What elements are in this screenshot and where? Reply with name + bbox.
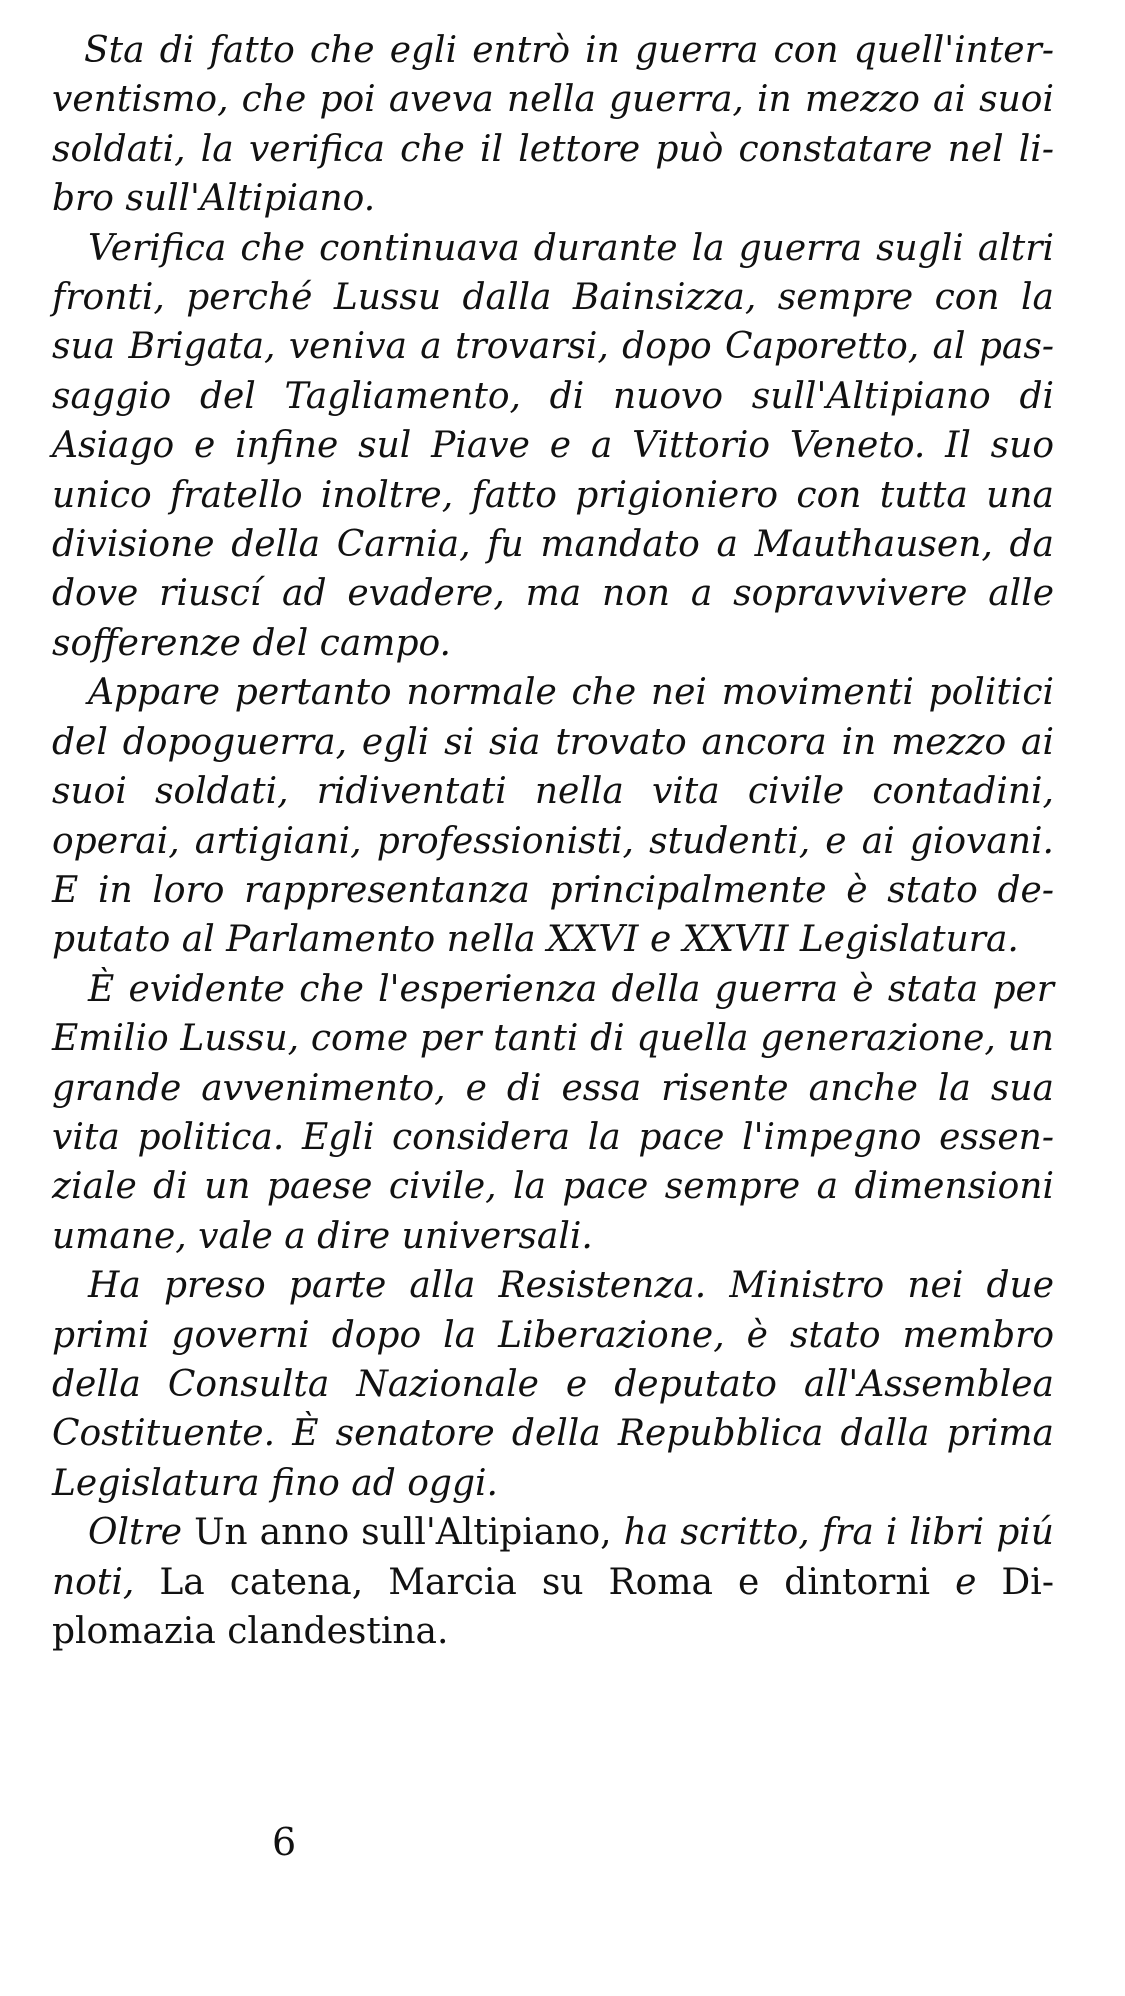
paragraph-6 [52, 1508, 1054, 1656]
paragraph-6-text-1: Oltre [88, 1512, 183, 1554]
page-number: 6 [272, 1820, 297, 1864]
paragraph-6-text-2: ha scritto, fra i libri piú noti, [52, 1512, 1054, 1603]
book-title-la-catena: La catena, Marcia su Roma e dintorni [159, 1561, 931, 1603]
book-title-un-anno: Un anno sull'Altipiano, [194, 1512, 612, 1554]
paragraph-3: Appare pertanto normale che nei movimenti politici del dopoguerra, egli si sia trovato ancora in mezzo ai suoi soldati, ridiventati nella vita civile contadini, operai, artigiani, professionisti, studenti, e ai giovani. E in loro rappresentanza principalmente è stato deputato al Parlamento nella XXVI e XXVII Legislatura. [52, 672, 1054, 961]
paragraph-1: Sta di fatto che egli entrò in guerra con quell'interventismo, che poi aveva nella guerra, in mezzo ai suoi soldati, la verifica che il lettore può constatare nel libro sull'Altipiano. [52, 30, 1054, 220]
paragraph-2: Verifica che continuava durante la guerra sugli altri fronti, perché Lussu dalla Bainsizza, sempre con la sua Brigata, veniva a trovarsi, dopo Caporetto, al passaggio del Tagliamento, di nuovo sull'Altipiano di Asiago e infine sul Piave e a Vittorio Veneto. Il suo unico fratello inoltre, fatto prigioniero con tutta una divisione della Carnia, fu mandato a Mauthausen, da dove riuscí ad evadere, ma non a sopravvivere alle sofferenze del campo. [52, 227, 1054, 664]
paragraph-4: È evidente che l'esperienza della guerra è stata per Emilio Lussu, come per tanti di quella generazione, un grande avvenimento, e di essa risente anche la sua vita politica. Egli considera la pace l'impegno essenziale di un paese civile, la pace sempre a dimensioni umane, vale a dire universali. [52, 968, 1054, 1257]
page-body [52, 26, 1054, 1656]
paragraph-5: Ha preso parte alla Resistenza. Ministro nei due primi governi dopo la Liberazione, è stato membro della Consulta Nazionale e deputato all'Assemblea Costituente. È senatore della Repubblica dalla prima Legislatura fino ad oggi. [52, 1265, 1054, 1504]
paragraph-6-text-3: e [955, 1561, 977, 1603]
book-title-diplomazia: Diplomazia clandestina. [52, 1561, 1054, 1652]
